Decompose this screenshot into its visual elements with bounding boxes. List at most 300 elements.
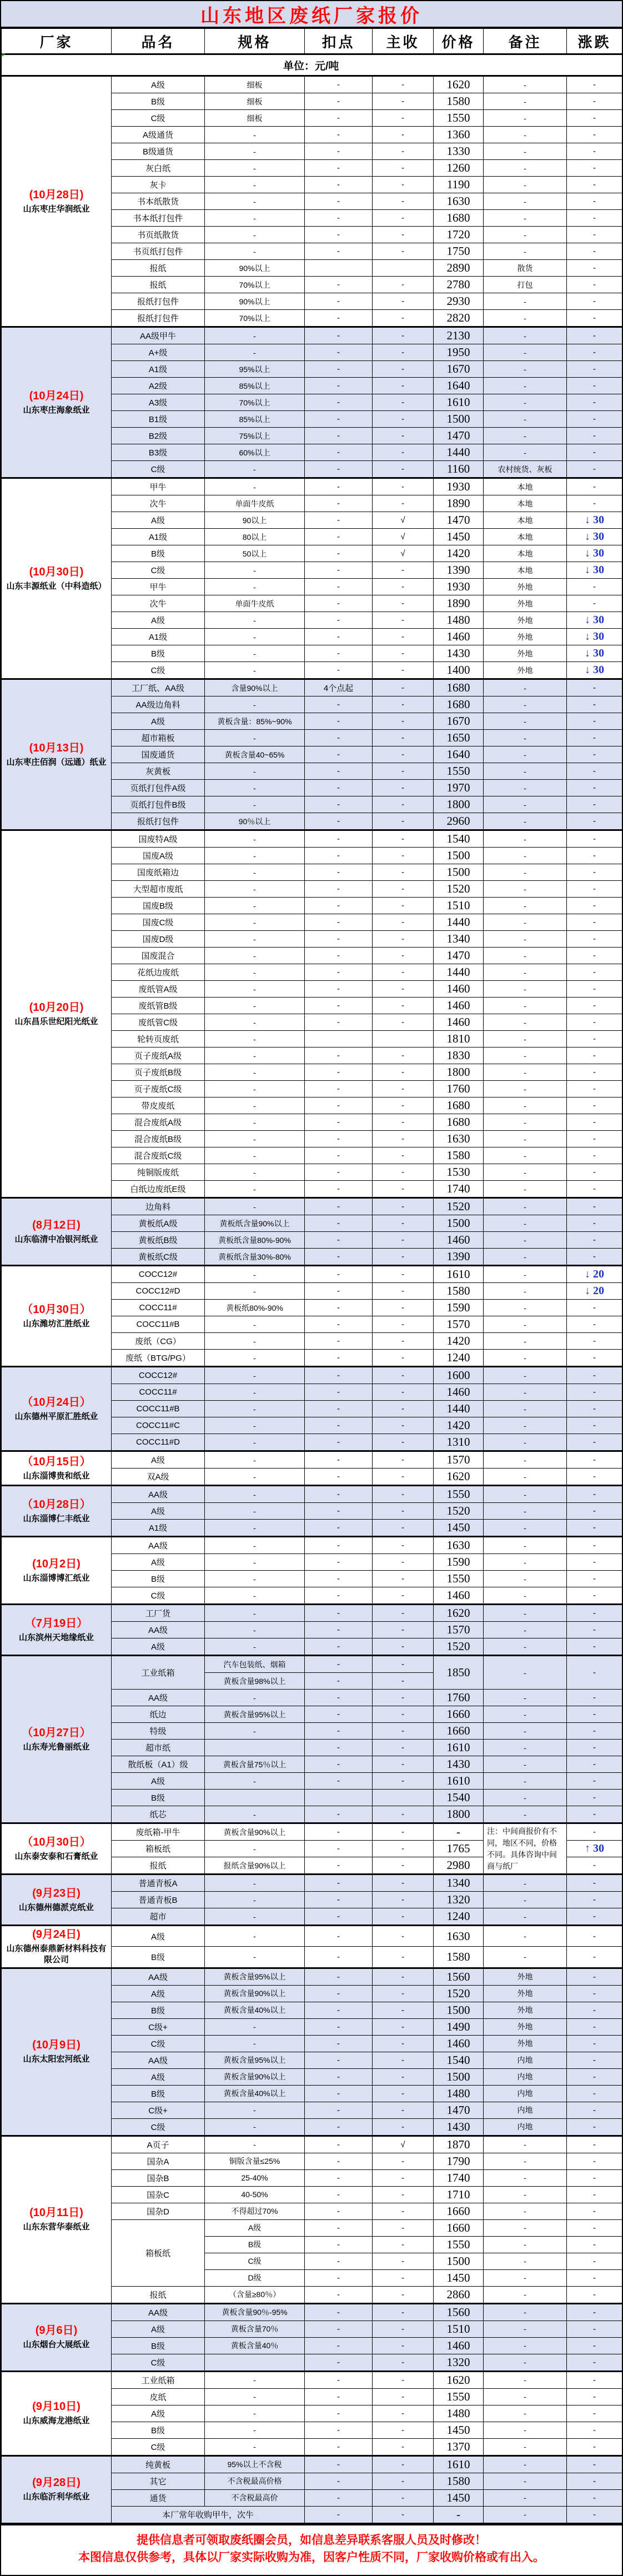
cell-chg: - [567, 696, 622, 713]
cell-shou: - [373, 478, 434, 495]
cell-name: COCC12# [112, 1266, 205, 1283]
cell-note: - [484, 730, 567, 746]
cell-chg: ↓ 30 [567, 529, 622, 545]
factory-name: 山东潍坊汇胜纸业 [23, 1319, 90, 1329]
cell-note: 散货 [484, 260, 567, 277]
cell-price: 1610 [434, 1266, 484, 1283]
cell-spec: 单面牛皮纸 [205, 595, 305, 612]
factory-cell-4 [2, 830, 112, 1198]
cell-spec: 铜版含量≤25% [205, 2153, 305, 2169]
cell-shou: - [373, 1740, 434, 1756]
cell-chg: - [567, 1451, 622, 1469]
cell-shou: - [373, 110, 434, 127]
table-row [2, 1656, 622, 1673]
cell-chg: ↓ 30 [567, 645, 622, 662]
cell-name: A级 [112, 2405, 205, 2422]
cell-chg: - [567, 713, 622, 730]
cell-shou: - [373, 411, 434, 428]
cell-price: 1510 [434, 898, 484, 914]
cell-spec: - [205, 1064, 305, 1081]
cell-chg: - [567, 2422, 622, 2438]
cell-kou: - [305, 848, 373, 864]
cell-spec: 40-50% [205, 2186, 305, 2203]
cell-shou: - [373, 763, 434, 780]
cell-shou: - [373, 2153, 434, 2169]
cell-shou: - [373, 696, 434, 713]
cell-shou: - [373, 277, 434, 293]
cell-kou: - [305, 1147, 373, 1164]
cell-name: B级 [112, 545, 205, 562]
cell-shou: - [373, 1622, 434, 1638]
cell-price: 2780 [434, 277, 484, 293]
cell-name: COCC11#C [112, 1417, 205, 1434]
factory-cell-0 [2, 76, 112, 327]
cell-kou: - [305, 127, 373, 143]
cell-name: 国杂B [112, 2169, 205, 2186]
cell-price: 1320 [434, 2354, 484, 2371]
cell-note: - [484, 1232, 567, 1249]
cell-chg: - [567, 1367, 622, 1384]
cell-chg: ↑ 30 [567, 1841, 622, 1857]
cell-chg: - [567, 76, 622, 93]
cell-kou: - [305, 2337, 373, 2354]
cell-kou: - [305, 529, 373, 545]
cell-shou: - [373, 1486, 434, 1503]
factory-cell-14 [2, 1875, 112, 1926]
cell-kou: - [305, 780, 373, 796]
factory-cell-17 [2, 2136, 112, 2303]
cell-note: - [484, 1367, 567, 1384]
factory-date: (8月12日) [32, 1219, 81, 1231]
cell-spec: - [205, 461, 305, 478]
cell-spec: - [205, 1947, 305, 1968]
cell-name: C级 [112, 2035, 205, 2052]
factory-cell-5 [2, 1198, 112, 1266]
cell-chg: - [567, 2035, 622, 2052]
cell-note: - [484, 210, 567, 227]
cell-kou: - [305, 1638, 373, 1656]
cell-note: - [484, 848, 567, 864]
cell-kou: - [305, 730, 373, 746]
table-row [2, 2303, 622, 2321]
cell-spec: - [205, 629, 305, 645]
cell-name: 通货 [112, 2489, 205, 2506]
factory-date: (10月30日) [29, 565, 84, 578]
cell-price: 1450 [434, 2422, 484, 2438]
cell-spec: - [205, 579, 305, 595]
cell-note: - [484, 1384, 567, 1401]
cell-kou [305, 1790, 373, 1806]
cell-shou: - [373, 964, 434, 981]
cell-name: 混合废纸C级 [112, 1147, 205, 1164]
cell-price: 1970 [434, 780, 484, 796]
cell-name: B级 [112, 2002, 205, 2018]
cell-note: 内地 [484, 2068, 567, 2085]
cell-name: 双A级 [112, 1469, 205, 1486]
cell-spec: 黄板含量95%以上 [205, 2052, 305, 2068]
cell-kou: - [305, 2473, 373, 2489]
cell-price: 1360 [434, 127, 484, 143]
cell-price: 1750 [434, 243, 484, 260]
cell-chg: ↓ 20 [567, 1283, 622, 1300]
cell-name: AA级 [112, 1622, 205, 1638]
cell-kou: - [305, 2002, 373, 2018]
cell-note: - [484, 1520, 567, 1537]
cell-shou: - [373, 227, 434, 243]
factory-date: (9月6日) [35, 2324, 78, 2337]
factory-cell-6 [2, 1266, 112, 1367]
cell-price: 1620 [434, 1605, 484, 1622]
cell-kou: - [305, 2455, 373, 2473]
cell-chg: - [567, 1048, 622, 1064]
factory-name: 山东淄博贵和纸业 [23, 1471, 90, 1481]
cell-price: 1765 [434, 1841, 484, 1857]
cell-name: 带皮废纸 [112, 1097, 205, 1114]
cell-shou: - [373, 1947, 434, 1968]
cell-price: 1460 [434, 981, 484, 998]
cell-spec: 黄板含量40％ [205, 2337, 305, 2354]
factory-cell-20 [2, 2455, 112, 2523]
cell-kou: - [305, 277, 373, 293]
cell-spec: - [205, 914, 305, 931]
cell-note: 本地 [484, 478, 567, 495]
cell-kou: - [305, 931, 373, 948]
cell-name: 报纸打包件 [112, 293, 205, 310]
cell-note: - [484, 227, 567, 243]
factory-cell-3 [2, 679, 112, 830]
factory-date: （10月28日） [22, 1498, 91, 1511]
cell-name: 工业纸箱 [112, 1656, 205, 1690]
cell-price: 1420 [434, 545, 484, 562]
cell-chg: - [567, 1333, 622, 1350]
cell-chg: - [567, 1114, 622, 1131]
cell-shou: - [373, 1841, 434, 1857]
cell-note: - [484, 1031, 567, 1048]
cell-shou: - [373, 2118, 434, 2136]
cell-note: - [484, 428, 567, 444]
cell-kou: - [305, 2371, 373, 2388]
cell-price: 2930 [434, 293, 484, 310]
cell-note: - [484, 1014, 567, 1031]
cell-spec: 细板 [205, 76, 305, 93]
cell-shou: √ [373, 529, 434, 545]
cell-kou: - [305, 562, 373, 579]
cell-name: 报纸 [112, 260, 205, 277]
cell-kou: - [305, 1587, 373, 1605]
cell-shou: - [373, 2253, 434, 2269]
footer-line-2: 本图信息仅供参考，具体以厂家实际收购为准，因客户性质不同，厂家收购价格或有出入。 [78, 2550, 545, 2564]
header-row [2, 29, 622, 54]
factory-date: （10月27日） [22, 1726, 91, 1739]
cell-chg: - [567, 1300, 622, 1316]
cell-kou: - [305, 2236, 373, 2253]
cell-kou: - [305, 93, 373, 110]
cell-name: 本厂常年收购甲牛，次牛 [112, 2506, 305, 2523]
cell-chg: - [567, 2118, 622, 2136]
cell-name: A级 [112, 2321, 205, 2337]
cell-note: - [484, 2473, 567, 2489]
cell-note: - [484, 2303, 567, 2321]
cell-price: 1620 [434, 2371, 484, 2388]
cell-spec: 不含税最高价格 [205, 2473, 305, 2489]
cell-chg: - [567, 2153, 622, 2169]
cell-note: - [484, 1740, 567, 1756]
cell-note: - [484, 143, 567, 160]
cell-shou: - [373, 1469, 434, 1486]
cell-chg: - [567, 110, 622, 127]
cell-chg: - [567, 948, 622, 964]
cell-name: COCC11#B [112, 1401, 205, 1417]
cell-kou: - [305, 2269, 373, 2286]
factory-cell-11 [2, 1605, 112, 1656]
cell-price: 1520 [434, 881, 484, 898]
cell-price: 1460 [434, 2035, 484, 2052]
cell-shou: - [373, 160, 434, 177]
cell-name: 页子废纸A级 [112, 1048, 205, 1064]
cell-spec: - [205, 964, 305, 981]
cell-kou: - [305, 1841, 373, 1857]
table-row [2, 327, 622, 344]
cell-kou: - [305, 1503, 373, 1520]
cell-spec: 50以上 [205, 545, 305, 562]
cell-kou: - [305, 2422, 373, 2438]
cell-name: 箱板纸 [112, 1841, 205, 1857]
cell-chg: - [567, 780, 622, 796]
cell-price: 1450 [434, 2489, 484, 2506]
cell-spec: - [205, 1926, 305, 1947]
cell-kou: - [305, 2388, 373, 2405]
cell-chg: - [567, 1198, 622, 1215]
cell-name: 超市 [112, 1908, 205, 1926]
cell-spec: - [205, 1554, 305, 1571]
cell-kou: - [305, 2438, 373, 2455]
cell-kou: - [305, 1367, 373, 1384]
cell-spec: - [205, 1147, 305, 1164]
cell-chg: - [567, 495, 622, 512]
factory-cell-18 [2, 2303, 112, 2371]
cell-chg: - [567, 1968, 622, 1985]
cell-chg: - [567, 579, 622, 595]
cell-spec: 黄板含量95%以上 [205, 1968, 305, 1985]
table-row [2, 1875, 622, 1892]
cell-note: - [484, 713, 567, 730]
cell-price: 1810 [434, 1031, 484, 1048]
cell-kou: - [305, 898, 373, 914]
cell-note: - [484, 2219, 567, 2236]
factory-date: (10月20日) [29, 1001, 84, 1014]
cell-shou: - [373, 193, 434, 210]
cell-shou: - [373, 848, 434, 864]
cell-kou: - [305, 1215, 373, 1232]
table-row [2, 1486, 622, 1503]
cell-price: 1580 [434, 93, 484, 110]
cell-chg: - [567, 2473, 622, 2489]
cell-kou: - [305, 1537, 373, 1554]
cell-price: 1740 [434, 2169, 484, 2186]
cell-name: C级+ [112, 2018, 205, 2035]
cell-note: - [484, 1131, 567, 1147]
cell-shou: - [373, 2337, 434, 2354]
cell-price: 1320 [434, 1892, 484, 1908]
cell-chg: - [567, 1756, 622, 1773]
cell-name: 页子废纸B级 [112, 1064, 205, 1081]
cell-chg: - [567, 998, 622, 1014]
cell-shou: - [373, 746, 434, 763]
cell-name: 特级 [112, 1723, 205, 1740]
cell-note: - [484, 1587, 567, 1605]
cell-spec [205, 1740, 305, 1756]
cell-note: - [484, 1198, 567, 1215]
cell-kou: - [305, 1520, 373, 1537]
cell-price: 1480 [434, 2405, 484, 2422]
cell-price: 1620 [434, 1469, 484, 1486]
cell-name: 超市纸 [112, 1740, 205, 1756]
cell-spec: 报纸含量90%以上 [205, 1857, 305, 1875]
cell-price: 1850 [434, 1656, 484, 1690]
cell-note: - [484, 2438, 567, 2455]
cell-note: - [484, 411, 567, 428]
cell-price: 1600 [434, 1367, 484, 1384]
cell-spec: - [205, 227, 305, 243]
column-header-0: 厂家 [2, 29, 112, 54]
cell-shou: - [373, 2169, 434, 2186]
cell-shou: - [373, 2455, 434, 2473]
factory-date: （10月30日） [22, 1303, 91, 1316]
cell-chg: - [567, 2321, 622, 2337]
cell-shou: √ [373, 2136, 434, 2153]
cell-kou: - [305, 1434, 373, 1451]
cell-chg: - [567, 411, 622, 428]
cell-spec: B级 [205, 2236, 305, 2253]
cell-chg: - [567, 1706, 622, 1723]
cell-chg: - [567, 444, 622, 461]
cell-name: COCC11#D [112, 1434, 205, 1451]
cell-spec: - [205, 1451, 305, 1469]
table-row [2, 830, 622, 848]
cell-note: - [484, 813, 567, 830]
cell-chg: - [567, 1605, 622, 1622]
cell-spec: - [205, 210, 305, 227]
cell-spec: - [205, 864, 305, 881]
cell-shou: - [373, 1968, 434, 1985]
cell-shou: - [373, 1908, 434, 1926]
factory-name: 山东烟台大展纸业 [23, 2340, 90, 2350]
table-row [2, 1537, 622, 1554]
cell-kou: - [305, 2354, 373, 2371]
cell-note: - [484, 1656, 567, 1690]
cell-spec: - [205, 1198, 305, 1215]
cell-spec: - [205, 1469, 305, 1486]
cell-spec: - [205, 1384, 305, 1401]
cell-note: - [484, 2354, 567, 2371]
cell-price: 1450 [434, 2269, 484, 2286]
cell-chg: - [567, 1554, 622, 1571]
factory-cell-15 [2, 1926, 112, 1968]
cell-name: AA级边角料 [112, 696, 205, 713]
cell-shou: - [373, 1638, 434, 1656]
cell-note: - [484, 1875, 567, 1892]
cell-note: - [484, 243, 567, 260]
cell-chg: ↓ 30 [567, 512, 622, 529]
cell-shou: - [373, 428, 434, 444]
cell-shou: - [373, 1064, 434, 1081]
cell-spec: - [205, 478, 305, 495]
cell-note: - [484, 2321, 567, 2337]
cell-chg: - [567, 2052, 622, 2068]
cell-shou: - [373, 1520, 434, 1537]
cell-chg: - [567, 898, 622, 914]
cell-kou: - [305, 76, 373, 93]
cell-note: - [484, 998, 567, 1014]
cell-kou: - [305, 1401, 373, 1417]
cell-chg: - [567, 1249, 622, 1266]
cell-note: - [484, 2371, 567, 2388]
cell-kou: - [305, 1451, 373, 1469]
cell-shou: - [373, 495, 434, 512]
cell-spec: - [205, 1723, 305, 1740]
cell-spec: 黄板纸含量80%-90% [205, 1232, 305, 1249]
cell-price: 1520 [434, 1985, 484, 2002]
cell-note: - [484, 93, 567, 110]
cell-kou: - [305, 1300, 373, 1316]
cell-note: 外地 [484, 579, 567, 595]
cell-spec: - [205, 1350, 305, 1367]
cell-shou: - [373, 461, 434, 478]
cell-price: 1240 [434, 1908, 484, 1926]
cell-note: - [484, 1908, 567, 1926]
cell-note: - [484, 444, 567, 461]
cell-spec: - [205, 1503, 305, 1520]
cell-kou [305, 260, 373, 277]
cell-kou: - [305, 1656, 373, 1673]
cell-note: - [484, 2337, 567, 2354]
cell-chg: - [567, 730, 622, 746]
cell-spec: - [205, 1367, 305, 1384]
cell-price: 1580 [434, 1147, 484, 1164]
factory-date: （10月24日） [22, 1396, 91, 1409]
cell-price: 1460 [434, 1587, 484, 1605]
cell-chg: - [567, 1401, 622, 1417]
cell-shou: - [373, 1283, 434, 1300]
cell-shou: - [373, 1587, 434, 1605]
factory-date: (9月10日) [32, 2400, 81, 2413]
cell-shou: - [373, 1181, 434, 1198]
cell-name: 工业纸箱 [112, 2371, 205, 2388]
cell-chg: - [567, 2136, 622, 2153]
cell-price: 1400 [434, 662, 484, 679]
cell-chg: - [567, 796, 622, 813]
cell-note: - [484, 948, 567, 964]
column-header-3: 扣点 [305, 29, 373, 54]
cell-note: 本地 [484, 562, 567, 579]
cell-spec: - [205, 2136, 305, 2153]
cell-name: 混合废纸A级 [112, 1114, 205, 1131]
cell-shou: - [373, 914, 434, 931]
cell-shou: - [373, 796, 434, 813]
cell-note: 内地 [484, 2052, 567, 2068]
cell-kou: - [305, 1486, 373, 1503]
cell-kou: - [305, 2489, 373, 2506]
cell-price: 1510 [434, 2321, 484, 2337]
cell-note: 外地 [484, 629, 567, 645]
cell-price: - [434, 1823, 484, 1841]
cell-kou: - [305, 2321, 373, 2337]
cell-shou: - [373, 1706, 434, 1723]
factory-name: 山东昌乐世纪阳光纸业 [14, 1016, 98, 1026]
factory-name: 山东淄博仁丰纸业 [23, 1513, 90, 1523]
cell-price: 1190 [434, 177, 484, 193]
cell-shou: - [373, 2506, 434, 2523]
